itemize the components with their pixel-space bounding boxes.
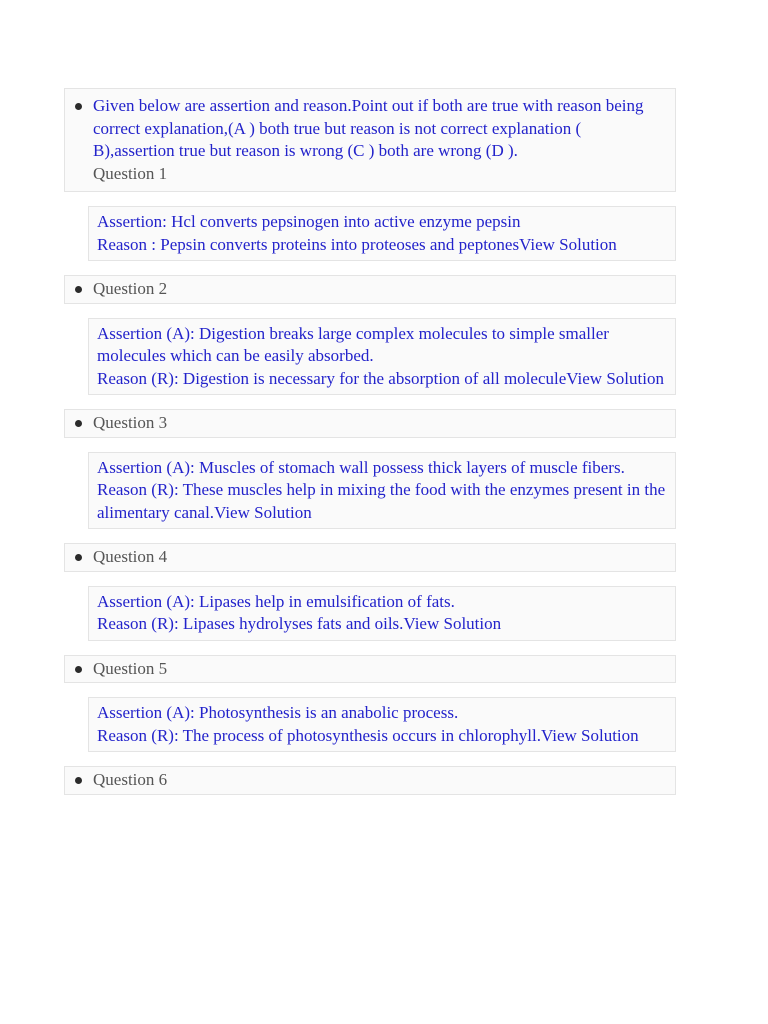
- question-5-label: Question 5: [93, 658, 168, 678]
- view-solution-link[interactable]: View Solution: [403, 614, 502, 633]
- bullet-icon: [75, 420, 82, 427]
- bullet-icon: [75, 103, 82, 110]
- question-3-body: [88, 452, 676, 530]
- reason-text: Reason (R): Digestion is necessary for the absorption of all molecule: [97, 368, 567, 388]
- bullet-icon: [75, 777, 82, 784]
- assertion-text: Assertion (A): Photosynthesis is an anabolic process.: [97, 703, 459, 722]
- assertion-text: Assertion (A): Lipases help in emulsification of fats.: [97, 591, 455, 611]
- view-solution-link[interactable]: View Solution: [566, 368, 664, 388]
- assertion-text: Assertion (A): Digestion breaks large complex molecules to simple smaller molecules which can be easily absorbed.: [97, 323, 609, 365]
- question-2-body: [88, 318, 676, 396]
- question-4-label: Question 4: [93, 547, 168, 566]
- reason-text: Reason (R): Lipases hydrolyses fats and oils.: [97, 614, 404, 633]
- question-1-body: [88, 206, 676, 261]
- reason-text: Reason (R): These muscles help in mixing the food with the enzymes present in the alimentary canal.: [97, 480, 666, 522]
- reason-text: Reason (R): The process of photosynthesis occurs in chlorophyll.: [97, 725, 541, 745]
- view-solution-link[interactable]: View Solution: [519, 234, 617, 254]
- question-1-label: Question 1: [93, 163, 168, 183]
- question-3-row[interactable]: [64, 409, 676, 438]
- intro-text: Given below are assertion and reason.Point out if both are true with reason being correct explanation,(A ) both true but reason is not correct explanation ( B),assertion true but reason is wrong (C ) both are wrong (D ).: [93, 96, 644, 160]
- assertion-text: Assertion: Hcl converts pepsinogen into active enzyme pepsin: [97, 212, 521, 231]
- question-list: [64, 88, 676, 795]
- question-6-row[interactable]: [64, 766, 676, 795]
- reason-text: Reason : Pepsin converts proteins into proteoses and peptones: [97, 234, 520, 254]
- question-5-row[interactable]: [64, 655, 676, 684]
- bullet-icon: [75, 554, 82, 561]
- question-5-body: [88, 697, 676, 752]
- question-1-header-row[interactable]: [64, 88, 676, 192]
- question-4-row[interactable]: [64, 543, 676, 572]
- question-3-label: Question 3: [93, 413, 168, 432]
- question-4-body: [88, 586, 676, 641]
- assertion-text: Assertion (A): Muscles of stomach wall possess thick layers of muscle fibers.: [97, 457, 625, 477]
- bullet-icon: [75, 666, 82, 673]
- view-solution-link[interactable]: View Solution: [214, 502, 312, 522]
- view-solution-link[interactable]: View Solution: [540, 725, 639, 745]
- question-2-label: Question 2: [93, 279, 168, 298]
- bullet-icon: [75, 286, 82, 293]
- question-6-label: Question 6: [93, 770, 168, 789]
- question-2-row[interactable]: [64, 275, 676, 304]
